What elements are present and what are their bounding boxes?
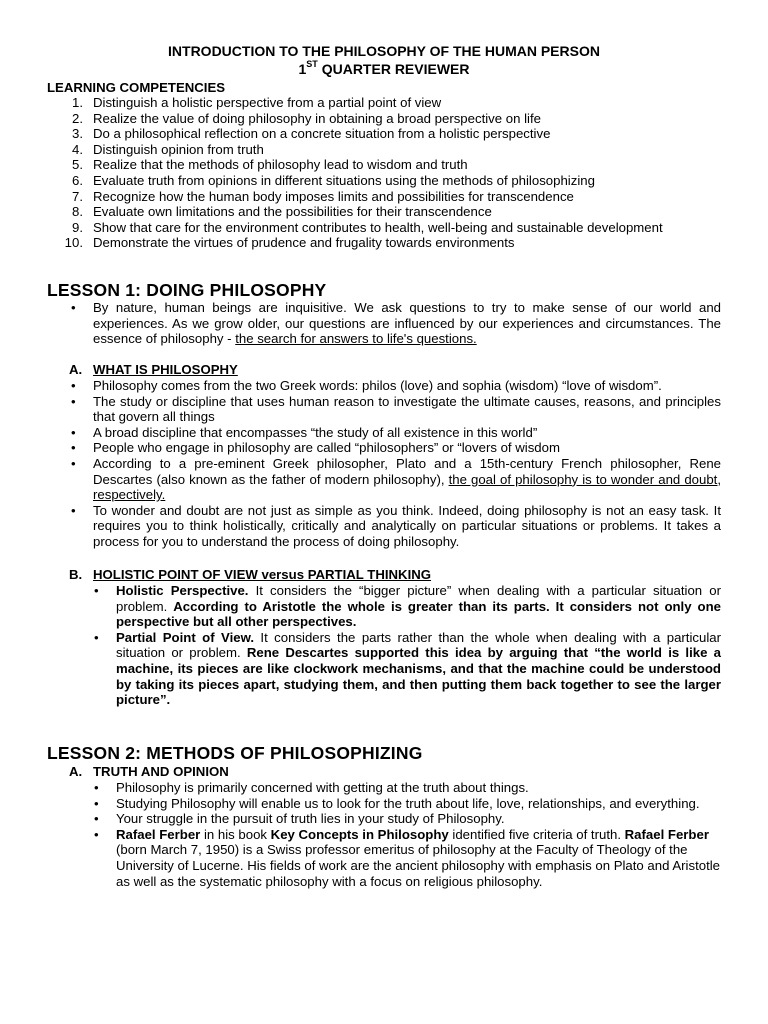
document-subtitle: 1ST QUARTER REVIEWER bbox=[298, 59, 470, 77]
competency-item: 1. Distinguish a holistic perspective from a partial point of view bbox=[72, 95, 442, 110]
list-item: • To wonder and doubt are not just as simple as you think. Indeed, doing philosophy is not an easy task. It requires you to think holistically, critically and analytically on particular situations or problems. It takes a process for you to understand the process of doing philosophy. bbox=[71, 503, 721, 550]
competencies-heading: LEARNING COMPETENCIES bbox=[47, 80, 226, 95]
competency-item: 5. Realize that the methods of philosophy lead to wisdom and truth bbox=[72, 157, 468, 173]
list-item: • Partial Point of View. It considers the parts rather than the whole when dealing with a particular situation or problem. Rene Descartes supported this idea by arguing that “the world is like a machine, its pieces are like clockwork mechanisms, and that the machine could be understood by taking its pieces apart, studying them, and then putting them back together to see the larger picture”. bbox=[94, 630, 721, 708]
list-item: • By nature, human beings are inquisitive. We ask questions to try to make sense of our world and experiences. As we grow older, our questions are influenced by our experiences and circumstances. The essence of philosophy - the search for answers to life's questions. bbox=[71, 300, 721, 347]
title-line-1: INTRODUCTION TO THE PHILOSOPHY OF THE HUMAN PERSON bbox=[168, 43, 600, 59]
competency-item: 3. Do a philosophical reflection on a concrete situation from a holistic perspective bbox=[72, 126, 551, 142]
list-item: • Holistic Perspective. It considers the “bigger picture” when dealing with a particular situation or problem. According to Aristotle the whole is greater than its parts. It considers not only one perspective but all other perspectives. bbox=[94, 583, 721, 630]
lesson-1-intro bbox=[71, 300, 721, 347]
lesson-2-section-a-list bbox=[94, 780, 721, 889]
list-item: • Philosophy is primarily concerned with getting at the truth about things. bbox=[94, 780, 721, 796]
lesson-2-section-a-heading: A. TRUTH AND OPINION bbox=[69, 764, 229, 779]
list-item: • The study or discipline that uses human reason to investigate the ultimate causes, reasons, and principles that govern all things bbox=[71, 394, 721, 425]
competency-item: 2. Realize the value of doing philosophy in obtaining a broad perspective on life bbox=[72, 110, 541, 126]
competency-item: 4. Distinguish opinion from truth bbox=[72, 141, 264, 157]
list-item: • A broad discipline that encompasses “the study of all existence in this world” bbox=[71, 425, 721, 441]
section-b-heading: B. HOLISTIC POINT OF VIEW versus PARTIAL THINKING bbox=[69, 567, 432, 582]
competencies-list bbox=[47, 95, 737, 251]
competency-item: 7. Recognize how the human body imposes limits and possibilities for transcendence bbox=[72, 188, 574, 204]
competency-item: 8. Evaluate own limitations and the possibilities for their transcendence bbox=[72, 204, 492, 220]
lesson-1-heading: LESSON 1: DOING PHILOSOPHY bbox=[47, 280, 327, 300]
competency-item: 6. Evaluate truth from opinions in different situations using the methods of philosophizing bbox=[72, 172, 595, 188]
list-item: • Your struggle in the pursuit of truth lies in your study of Philosophy. bbox=[94, 811, 721, 827]
list-item: • Philosophy comes from the two Greek words: philos (love) and sophia (wisdom) “love of wisdom”. bbox=[71, 378, 721, 394]
section-b-list bbox=[94, 583, 721, 708]
lesson-2-heading: LESSON 2: METHODS OF PHILOSOPHIZING bbox=[47, 743, 423, 763]
section-a-heading: A. WHAT IS PHILOSOPHY bbox=[69, 362, 238, 377]
list-item: • People who engage in philosophy are called “philosophers” or “lovers of wisdom bbox=[71, 440, 721, 456]
document-title bbox=[0, 43, 768, 60]
section-a-list bbox=[71, 378, 721, 550]
list-item: • According to a pre-eminent Greek philosopher, Plato and a 15th-century French philosopher, Rene Descartes (also known as the father of modern philosophy), the goal of philosophy is to wonder and doubt, respectively. bbox=[71, 456, 721, 503]
list-item: • Rafael Ferber in his book Key Concepts in Philosophy identified five criteria of truth. Rafael Ferber (born March 7, 1950) is a Swiss professor emeritus of philosophy at the Faculty of Theology of the University of Lucerne. His fields of work are the ancient philosophy with emphasis on Plato and Aristotle as well as the systematic philosophy with a focus on religious philosophy. bbox=[94, 827, 721, 889]
list-item: • Studying Philosophy will enable us to look for the truth about life, love, relationships, and everything. bbox=[94, 796, 721, 812]
competency-item: 10. Demonstrate the virtues of prudence and frugality towards environments bbox=[64, 235, 515, 251]
competency-item: 9. Show that care for the environment contributes to health, well-being and sustainable development bbox=[72, 219, 663, 235]
